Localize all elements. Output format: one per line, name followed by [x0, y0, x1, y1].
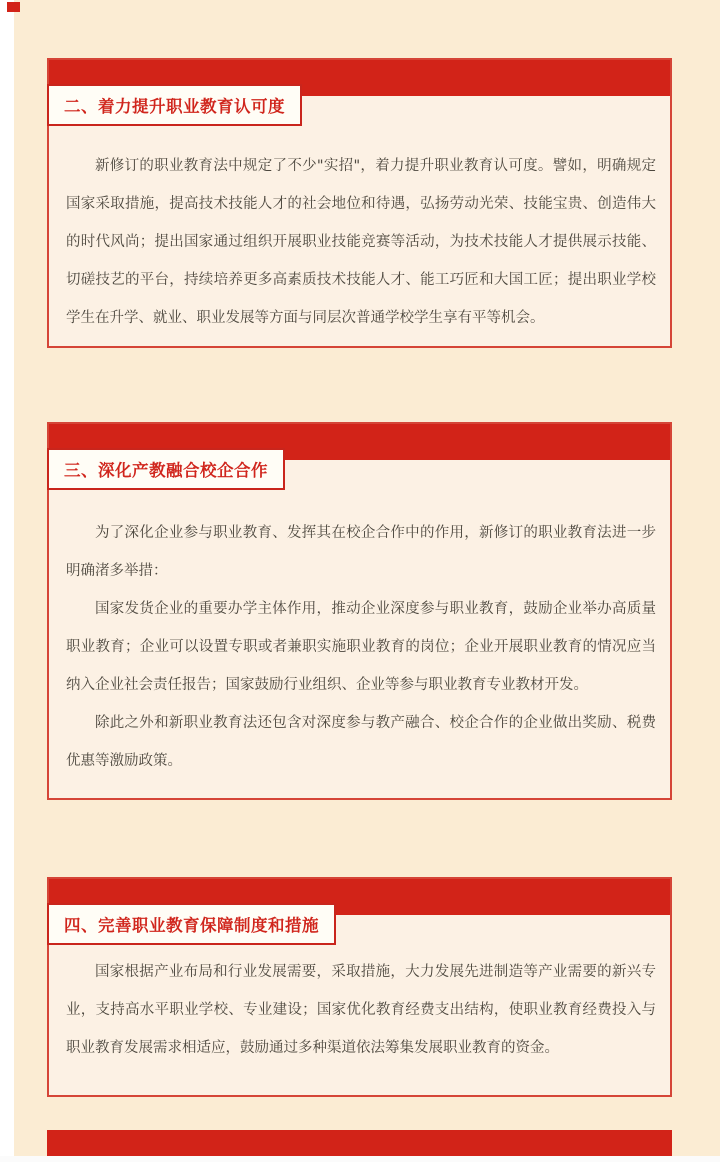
body-paragraph: 新修订的职业教育法中规定了不少"实招"，着力提升职业教育认可度。譬如，明确规定国家采取措施，提高技术技能人才的社会地位和待遇，弘扬劳动光荣、技能宝贵、创造伟大的时代风尚；提出国家通过组织开展职业技能竞赛等活动，为技术技能人才提供展示技能、切磋技艺的平台，持续培养更多高素质技术技能人才、能工巧匠和大国工匠；提出职业学校学生在升学、就业、职业发展等方面与同层次普通学校学生享有平等机会。 [66, 158, 656, 326]
section-body [49, 96, 670, 337]
section-title: 二、着力提升职业教育认可度 [64, 97, 285, 116]
section-title-badge [47, 903, 336, 945]
section-card-4-baozhang [47, 877, 672, 1097]
body-paragraph: 除此之外和新职业教育法还包含对深度参与教产融合、校企合作的企业做出奖励、税费优惠等激励政策。 [66, 715, 656, 769]
page-left-margin-strip [0, 0, 14, 1162]
body-paragraph: 为了深化企业参与职业教育、发挥其在校企合作中的作用，新修订的职业教育法进一步明确渚多举措： [66, 525, 656, 579]
section-card-2-renkedu [47, 58, 672, 348]
page-bottom-edge-strip [0, 1156, 720, 1162]
section-title: 四、完善职业教育保障制度和措施 [64, 916, 319, 935]
section-title-badge [47, 448, 285, 490]
body-paragraph: 国家发货企业的重要办学主体作用，推动企业深度参与职业教育，鼓励企业举办高质量职业教育；企业可以设置专职或者兼职实施职业教育的岗位；企业开展职业教育的情况应当纳入企业社会责任报告；国家鼓励行业组织、企业等参与职业教育专业教材开发。 [66, 601, 656, 693]
section-title: 三、深化产教融合校企合作 [64, 461, 268, 480]
section-card-3-chanjiaoronghe [47, 422, 672, 800]
top-left-red-square-decoration [7, 2, 20, 12]
section-title-badge [47, 84, 302, 126]
body-paragraph: 国家根据产业布局和行业发展需要，采取措施，大力发展先进制造等产业需要的新兴专业，支持高水平职业学校、专业建设；国家优化教育经费支出结构，使职业教育经费投入与职业教育发展需求相适应，鼓励通过多种渠道依法筹集发展职业教育的资金。 [66, 964, 656, 1056]
next-section-header-band [47, 1130, 672, 1157]
section-body [49, 460, 670, 780]
